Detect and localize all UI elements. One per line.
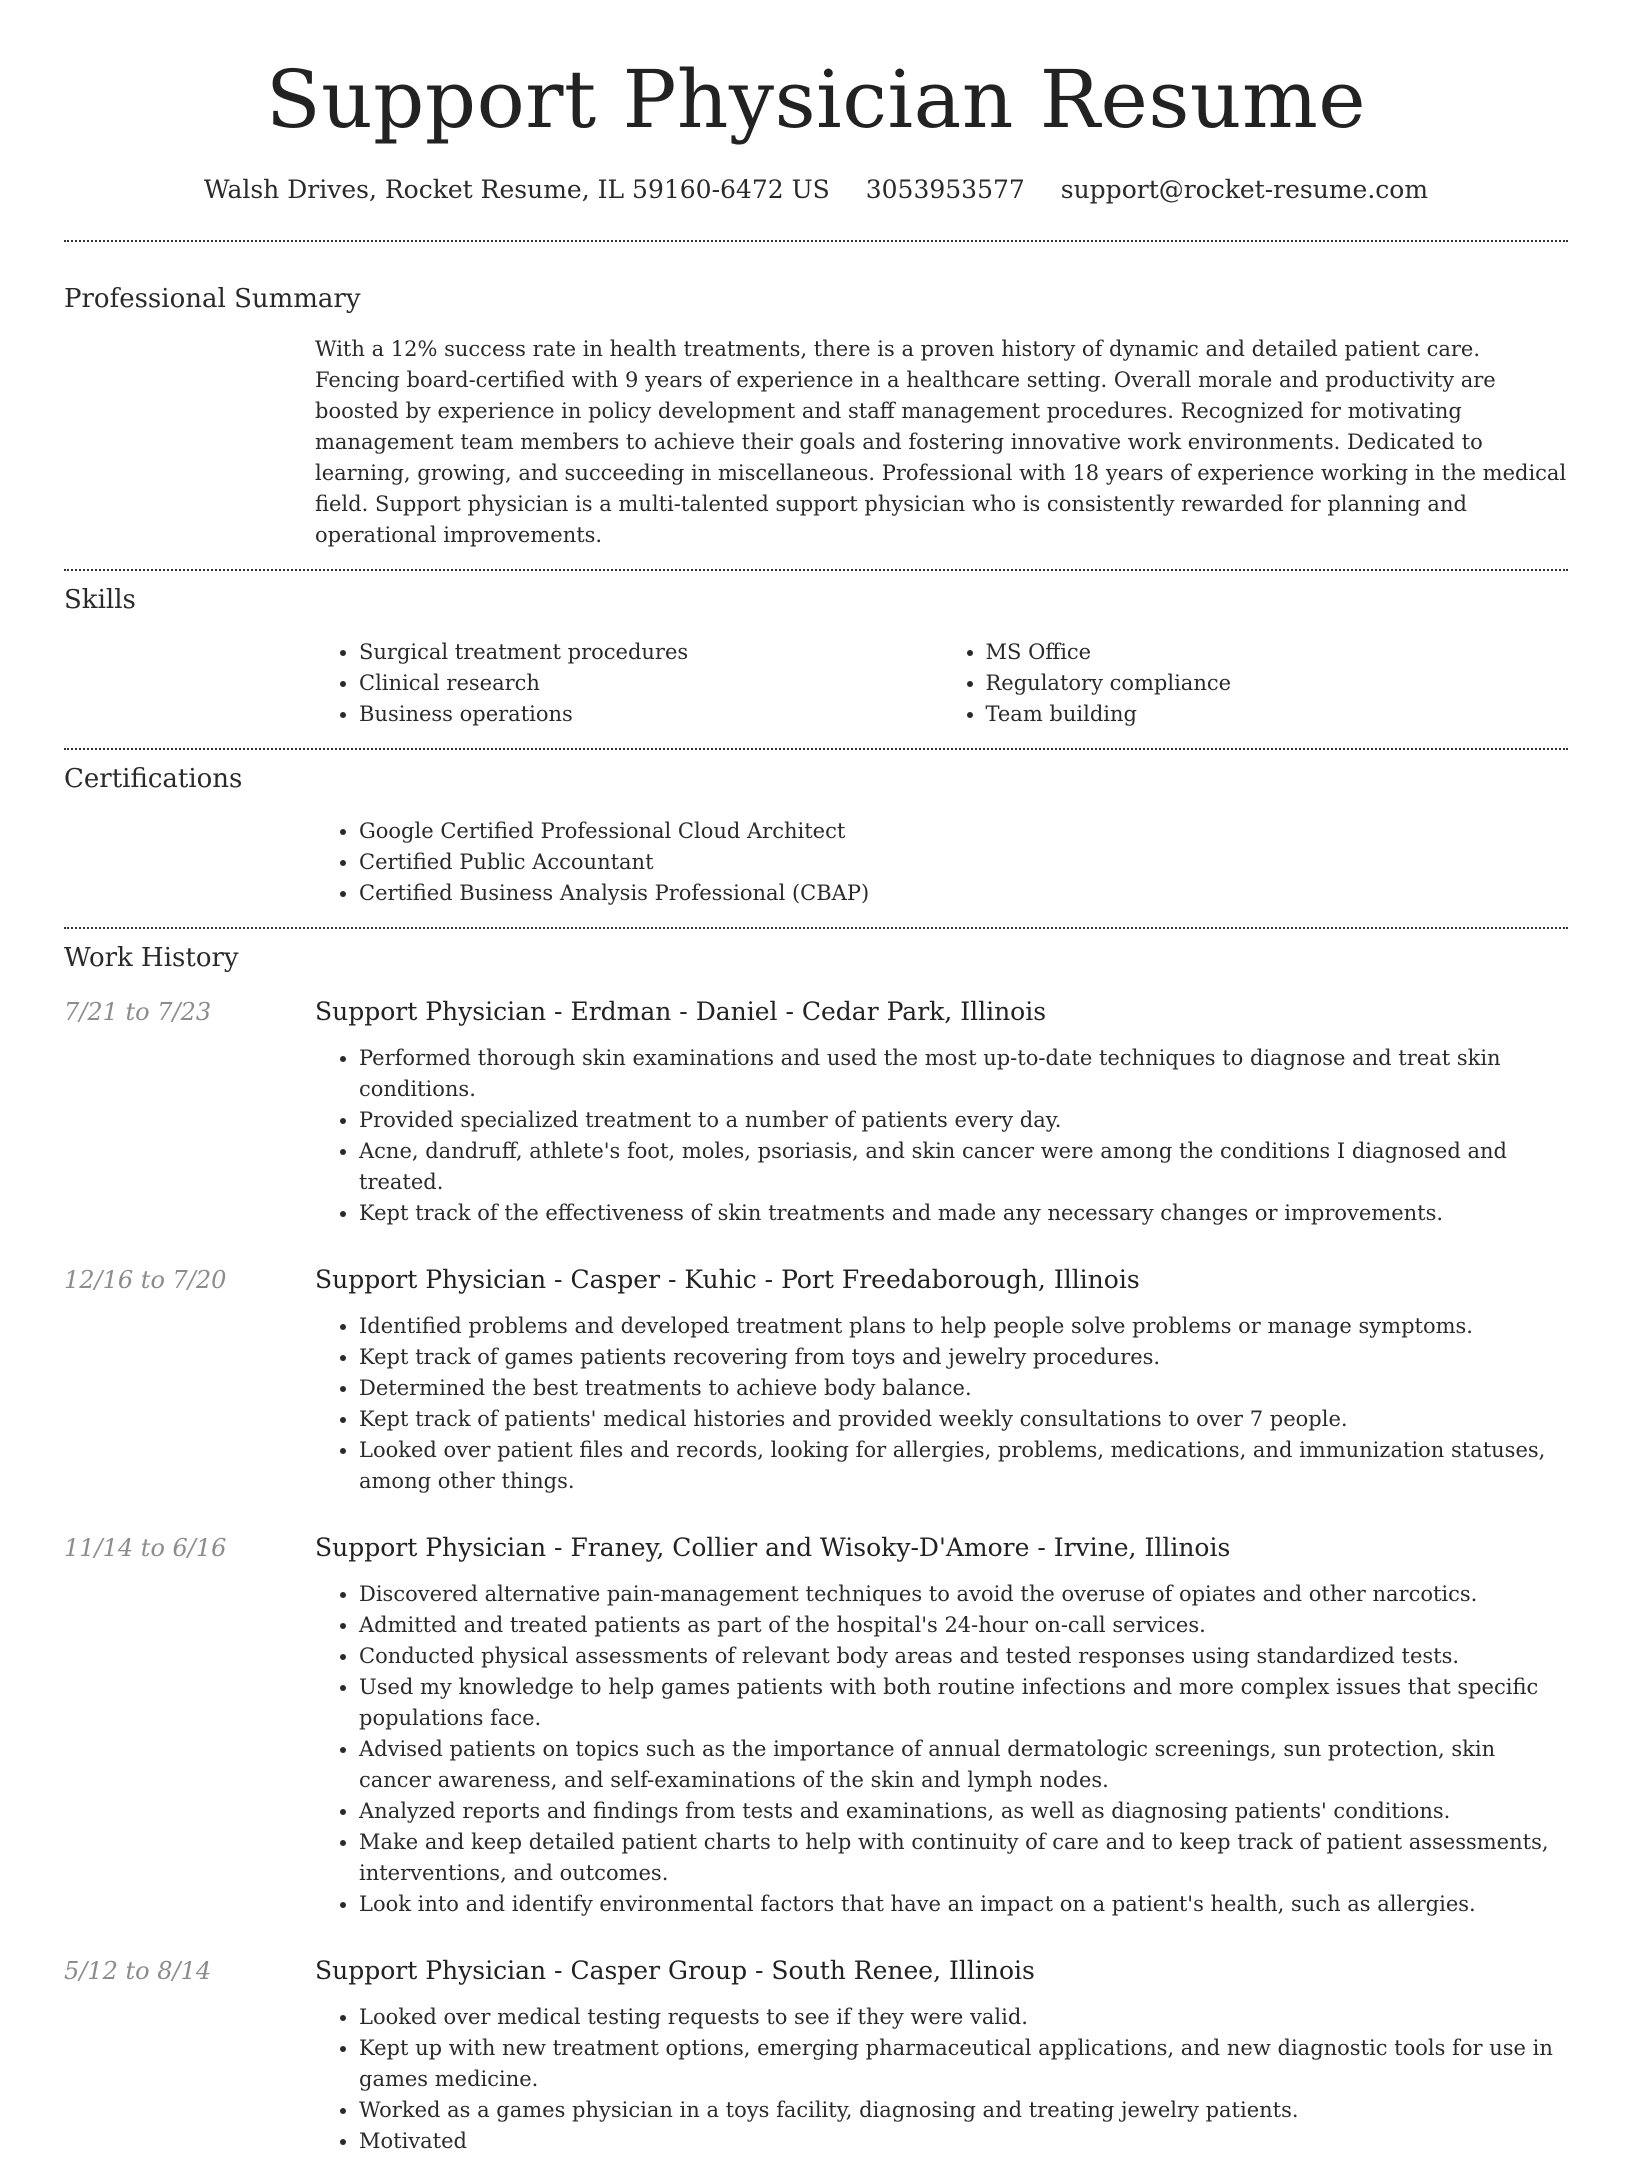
job-title: Support Physician - Franey, Collier and Wisoky-D'Amore - Irvine, Illinois bbox=[315, 1533, 1231, 1562]
skill-item: • Clinical research bbox=[359, 668, 942, 699]
contact-phone: 3053953577 bbox=[865, 175, 1025, 204]
job-bullet: • Kept up with new treatment options, emerging pharmaceutical applications, and new diagnostic tools for use in games medicine. bbox=[359, 2033, 1568, 2095]
work-history-heading: Work History bbox=[64, 943, 239, 973]
job-bullet: • Admitted and treated patients as part of the hospital's 24-hour on-call services. bbox=[359, 1610, 1568, 1641]
skill-item: • MS Office bbox=[986, 637, 1569, 668]
summary-section bbox=[64, 242, 1568, 569]
job-bullet: • Worked as a games physician in a toys facility, diagnosing and treating jewelry patients. bbox=[359, 2095, 1568, 2126]
skill-item: • Business operations bbox=[359, 699, 942, 730]
resume-page bbox=[64, 0, 1568, 2157]
summary-text: With a 12% success rate in health treatments, there is a proven history of dynamic and detailed patient care. Fencing board-certified with 9 years of experience in a healthcare setting. Overall morale and productivity are boosted by experience in policy development and staff management procedures. Recognized for motivating management team members to achieve their goals and fostering innovative work environments. Dedicated to learning, growing, and succeeding in miscellaneous. Professional with 18 years of experience working in the medical field. Support physician is a multi-talented support physician who is consistently rewarded for planning and operational improvements. bbox=[315, 337, 1567, 547]
contact-line bbox=[64, 174, 1568, 206]
job-bullet: • Discovered alternative pain-management techniques to avoid the overuse of opiates and other narcotics. bbox=[359, 1579, 1568, 1610]
job-bullets bbox=[315, 1311, 1568, 1497]
job-title: Support Physician - Casper - Kuhic - Port Freedaborough, Illinois bbox=[315, 1265, 1140, 1294]
job-entry bbox=[64, 1531, 1568, 1920]
job-bullet: • Kept track of patients' medical histories and provided weekly consultations to over 7 people. bbox=[359, 1404, 1568, 1435]
job-title: Support Physician - Erdman - Daniel - Cedar Park, Illinois bbox=[315, 997, 1047, 1026]
certifications-heading: Certifications bbox=[64, 764, 243, 794]
skills-list bbox=[315, 637, 1568, 748]
job-bullet: • Identified problems and developed treatment plans to help people solve problems or manage symptoms. bbox=[359, 1311, 1568, 1342]
summary-heading: Professional Summary bbox=[64, 284, 361, 314]
page-title: Support Physician Resume bbox=[265, 53, 1367, 146]
job-entry bbox=[64, 1954, 1568, 2157]
work-history-section bbox=[64, 929, 1568, 2157]
job-date: 12/16 to 7/20 bbox=[64, 1266, 227, 1294]
job-date: 7/21 to 7/23 bbox=[64, 998, 212, 1026]
certification-item: • Certified Business Analysis Professional (CBAP) bbox=[359, 878, 1568, 909]
job-bullets bbox=[315, 1043, 1568, 1229]
certification-item: • Google Certified Professional Cloud Architect bbox=[359, 816, 1568, 847]
skill-item: • Team building bbox=[986, 699, 1569, 730]
skill-item: • Surgical treatment procedures bbox=[359, 637, 942, 668]
job-bullet: • Kept track of the effectiveness of skin treatments and made any necessary changes or improvements. bbox=[359, 1198, 1568, 1229]
job-date: 11/14 to 6/16 bbox=[64, 1534, 227, 1562]
job-bullet: • Analyzed reports and findings from tests and examinations, as well as diagnosing patients' conditions. bbox=[359, 1796, 1568, 1827]
job-bullet: • Provided specialized treatment to a number of patients every day. bbox=[359, 1105, 1568, 1136]
job-bullet: • Determined the best treatments to achieve body balance. bbox=[359, 1373, 1568, 1404]
certifications-list bbox=[315, 816, 1568, 927]
job-date: 5/12 to 8/14 bbox=[64, 1957, 212, 1985]
job-bullet: • Look into and identify environmental factors that have an impact on a patient's health, such as allergies. bbox=[359, 1889, 1568, 1920]
certifications-section bbox=[64, 750, 1568, 927]
contact-email: support@rocket-resume.com bbox=[1060, 175, 1429, 204]
job-bullet: • Acne, dandruff, athlete's foot, moles, psoriasis, and skin cancer were among the conditions I diagnosed and treated. bbox=[359, 1136, 1568, 1198]
job-entry bbox=[64, 995, 1568, 1229]
job-bullet: • Kept track of games patients recovering from toys and jewelry procedures. bbox=[359, 1342, 1568, 1373]
job-title: Support Physician - Casper Group - South Renee, Illinois bbox=[315, 1956, 1035, 1985]
job-bullet: • Looked over patient files and records, looking for allergies, problems, medications, and immunization statuses, among other things. bbox=[359, 1435, 1568, 1497]
skills-column-right bbox=[942, 637, 1569, 730]
job-bullet: • Used my knowledge to help games patients with both routine infections and more complex issues that specific populations face. bbox=[359, 1672, 1568, 1734]
job-entry bbox=[64, 1263, 1568, 1497]
contact-address: Walsh Drives, Rocket Resume, IL 59160-6472 US bbox=[203, 175, 830, 204]
job-bullet: • Motivated bbox=[359, 2126, 1568, 2157]
certification-item: • Certified Public Accountant bbox=[359, 847, 1568, 878]
job-bullet: • Make and keep detailed patient charts to help with continuity of care and to keep track of patient assessments, interventions, and outcomes. bbox=[359, 1827, 1568, 1889]
job-bullets bbox=[315, 2002, 1568, 2157]
job-bullet: • Performed thorough skin examinations and used the most up-to-date techniques to diagnose and treat skin conditions. bbox=[359, 1043, 1568, 1105]
skill-item: • Regulatory compliance bbox=[986, 668, 1569, 699]
job-bullet: • Advised patients on topics such as the importance of annual dermatologic screenings, sun protection, skin cancer awareness, and self-examinations of the skin and lymph nodes. bbox=[359, 1734, 1568, 1796]
skills-heading: Skills bbox=[64, 585, 136, 615]
skills-column-left bbox=[315, 637, 942, 730]
job-bullet: • Looked over medical testing requests to see if they were valid. bbox=[359, 2002, 1568, 2033]
job-bullets bbox=[315, 1579, 1568, 1920]
skills-section bbox=[64, 571, 1568, 748]
job-bullet: • Conducted physical assessments of relevant body areas and tested responses using standardized tests. bbox=[359, 1641, 1568, 1672]
